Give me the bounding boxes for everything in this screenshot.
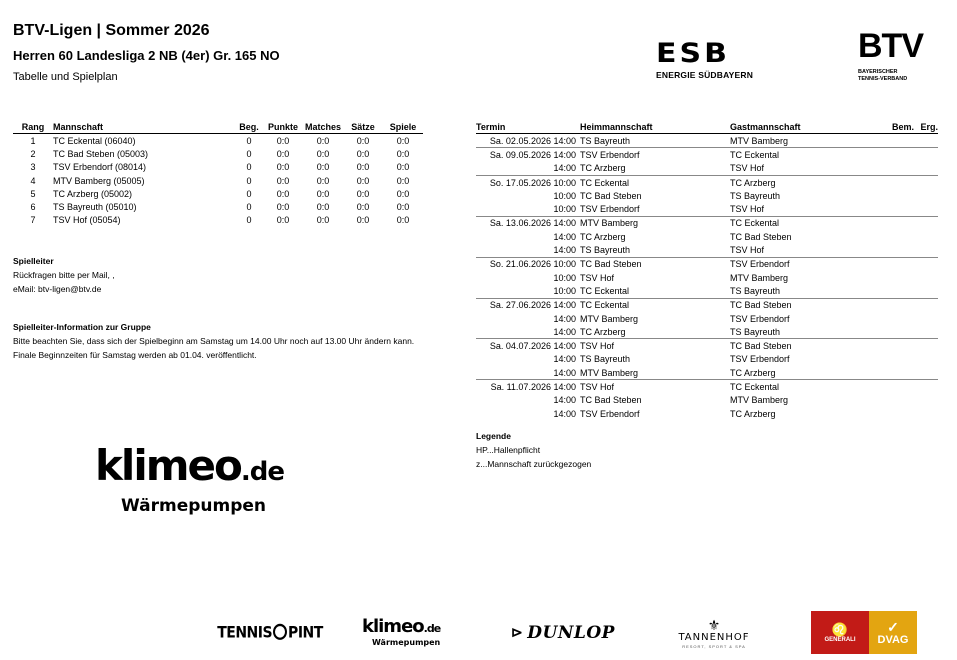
schedule-row xyxy=(476,189,938,202)
col-rang: Rang xyxy=(13,120,53,134)
ranking-row xyxy=(13,187,423,200)
ranking-cell-punkte: 0:0 xyxy=(276,135,290,146)
ranking-cell-beg: 0 xyxy=(246,175,252,186)
schedule-cell-bem xyxy=(878,230,914,243)
schedule-cell-bem xyxy=(878,380,914,394)
schedule-cell-heim: TSV Hof xyxy=(580,380,730,394)
ranking-cell-spiele: 0:0 xyxy=(396,188,410,199)
schedule-cell-gast: TC Bad Steben xyxy=(730,298,878,312)
col-mannschaft: Mannschaft xyxy=(53,120,235,134)
dvag-text: DVAG xyxy=(877,633,909,646)
schedule-cell-bem xyxy=(878,353,914,366)
schedule-cell-heim: TC Arzberg xyxy=(580,326,626,337)
schedule-cell-gast: TS Bayreuth xyxy=(730,285,781,296)
btv-logo xyxy=(858,26,944,83)
schedule-cell-bem xyxy=(878,175,914,189)
ranking-cell-matches: 0:0 xyxy=(316,135,330,146)
ranking-row xyxy=(13,134,423,148)
ranking-cell-beg: 0 xyxy=(246,188,252,199)
col-erg: Erg. xyxy=(914,120,938,134)
ranking-cell-mannschaft: TS Bayreuth (05010) xyxy=(53,202,137,213)
schedule-cell-erg xyxy=(914,148,938,162)
schedule-cell-bem xyxy=(878,148,914,162)
tennis-ball-icon xyxy=(273,624,287,640)
ranking-cell-spiele: 0:0 xyxy=(396,215,410,226)
tennis-point-text-a: TENNIS xyxy=(217,623,273,643)
schedule-cell-heim: TSV Erbendorf xyxy=(580,204,640,215)
ranking-cell-rang: 5 xyxy=(30,188,36,199)
schedule-cell-termin: 14:00 xyxy=(553,326,576,337)
schedule-cell-gast: TC Arzberg xyxy=(730,367,776,378)
schedule-cell-heim: TS Bayreuth xyxy=(580,135,631,146)
ranking-cell-punkte: 0:0 xyxy=(276,175,290,186)
ranking-cell-matches: 0:0 xyxy=(316,188,330,199)
schedule-cell-termin: 14:00 xyxy=(553,231,576,242)
ranking-cell-beg: 0 xyxy=(246,148,252,159)
schedule-cell-erg xyxy=(914,339,938,353)
ranking-cell-punkte: 0:0 xyxy=(276,188,290,199)
col-spiele: Spiele xyxy=(383,120,423,134)
schedule-cell-termin: 14:00 xyxy=(553,163,576,174)
col-heimmannschaft: Heimmannschaft xyxy=(580,120,730,134)
schedule-cell-bem xyxy=(878,134,914,148)
legend-heading: Legende xyxy=(476,431,511,441)
schedule-row xyxy=(476,162,938,176)
schedule-cell-heim: MTV Bamberg xyxy=(580,367,639,378)
schedule-cell-termin: Sa. 02.05.2026 14:00 xyxy=(489,135,576,146)
schedule-cell-bem xyxy=(878,325,914,339)
spielleiter-line-2: eMail: btv-ligen@btv.de xyxy=(13,284,102,294)
schedule-cell-gast: MTV Bamberg xyxy=(730,135,789,146)
ranking-cell-mannschaft: TSV Erbendorf (08014) xyxy=(53,162,147,173)
ranking-cell-punkte: 0:0 xyxy=(276,162,290,173)
schedule-header-row xyxy=(476,120,938,134)
schedule-row xyxy=(476,298,938,312)
spielleiter-line-1: Rückfragen bitte per Mail, , xyxy=(13,270,115,280)
schedule-row xyxy=(476,230,938,243)
schedule-cell-erg xyxy=(914,175,938,189)
schedule-row xyxy=(476,243,938,257)
ranking-row xyxy=(13,200,423,213)
ranking-cell-saetze: 0:0 xyxy=(356,215,370,226)
page-description: Tabelle und Spielplan xyxy=(13,71,118,83)
schedule-cell-heim: MTV Bamberg xyxy=(580,313,639,324)
schedule-cell-bem xyxy=(878,271,914,284)
schedule-cell-termin: 14:00 xyxy=(553,367,576,378)
schedule-cell-bem xyxy=(878,202,914,216)
ranking-cell-spiele: 0:0 xyxy=(396,202,410,213)
spielleiter-info-line-1: Bitte beachten Sie, dass sich der Spielbeginn am Samstag um 14.00 Uhr noch auf 13.00 Uhr ändern kann. xyxy=(13,336,415,346)
schedule-cell-erg xyxy=(914,243,938,257)
schedule-cell-heim: TC Eckental xyxy=(580,285,630,296)
schedule-cell-bem xyxy=(878,162,914,176)
schedule-cell-gast: MTV Bamberg xyxy=(730,272,789,283)
schedule-cell-bem xyxy=(878,339,914,353)
spielleiter-heading: Spielleiter xyxy=(13,256,54,266)
schedule-cell-erg xyxy=(914,162,938,176)
schedule-cell-termin: 10:00 xyxy=(553,204,576,215)
schedule-cell-bem xyxy=(878,394,914,407)
schedule-cell-heim: TSV Hof xyxy=(580,339,730,353)
schedule-cell-termin: 10:00 xyxy=(553,190,576,201)
schedule-cell-bem xyxy=(878,407,914,420)
col-punkte: Punkte xyxy=(263,120,303,134)
schedule-cell-gast: TSV Hof xyxy=(730,245,765,256)
ranking-row xyxy=(13,214,423,227)
schedule-cell-erg xyxy=(914,189,938,202)
schedule-cell-bem xyxy=(878,312,914,325)
schedule-row xyxy=(476,202,938,216)
schedule-cell-termin: Sa. 13.06.2026 14:00 xyxy=(476,216,576,230)
esb-logo-text: ESB xyxy=(656,37,730,70)
ranking-cell-saetze: 0:0 xyxy=(356,148,370,159)
ranking-cell-mannschaft: TSV Hof (05054) xyxy=(53,215,121,226)
schedule-cell-heim: TSV Erbendorf xyxy=(580,408,640,419)
btv-logo-text: BTV xyxy=(858,27,923,65)
ranking-cell-spiele: 0:0 xyxy=(396,162,410,173)
ranking-cell-mannschaft: TC Eckental (06040) xyxy=(53,135,136,146)
schedule-cell-gast: TC Arzberg xyxy=(730,175,878,189)
dvag-panel xyxy=(869,611,917,654)
tannenhof-crest-icon: ⚜ xyxy=(707,616,721,633)
col-termin: Termin xyxy=(476,120,576,134)
ranking-cell-saetze: 0:0 xyxy=(356,202,370,213)
schedule-cell-termin: 10:00 xyxy=(553,285,576,296)
ranking-cell-punkte: 0:0 xyxy=(276,202,290,213)
ranking-cell-spiele: 0:0 xyxy=(396,148,410,159)
schedule-cell-bem xyxy=(878,366,914,380)
schedule-cell-erg xyxy=(914,407,938,420)
schedule-cell-bem xyxy=(878,243,914,257)
schedule-cell-termin: 14:00 xyxy=(553,354,576,365)
klimeo-small-de: .de xyxy=(423,622,441,635)
schedule-row xyxy=(476,407,938,420)
ranking-cell-spiele: 0:0 xyxy=(396,175,410,186)
schedule-row xyxy=(476,380,938,394)
ranking-cell-punkte: 0:0 xyxy=(276,148,290,159)
btv-logo-subtext-1: BAYERISCHER xyxy=(858,69,898,75)
schedule-cell-erg xyxy=(914,394,938,407)
ranking-cell-rang: 4 xyxy=(30,175,36,186)
dunlop-text: DUNLOP xyxy=(527,623,615,643)
esb-logo xyxy=(656,37,754,80)
schedule-cell-heim: TC Bad Steben xyxy=(580,257,730,271)
schedule-cell-erg xyxy=(914,257,938,271)
ranking-cell-saetze: 0:0 xyxy=(356,188,370,199)
schedule-cell-termin: Sa. 11.07.2026 14:00 xyxy=(476,380,576,394)
schedule-cell-heim: TC Eckental xyxy=(580,298,730,312)
klimeo-small-subtext: Wärmepumpen xyxy=(372,638,441,647)
ranking-cell-punkte: 0:0 xyxy=(276,215,290,226)
ranking-cell-matches: 0:0 xyxy=(316,175,330,186)
schedule-cell-gast: TSV Erbendorf xyxy=(730,354,790,365)
ranking-row xyxy=(13,174,423,187)
tannenhof-subtext: RESORT, SPORT & SPA xyxy=(682,643,746,649)
schedule-cell-gast: TS Bayreuth xyxy=(730,326,781,337)
schedule-cell-erg xyxy=(914,380,938,394)
ranking-cell-rang: 2 xyxy=(30,148,36,159)
schedule-cell-bem xyxy=(878,298,914,312)
league-subtitle: Herren 60 Landesliga 2 NB (4er) Gr. 165 NO xyxy=(13,48,280,63)
schedule-cell-heim: TSV Hof xyxy=(580,272,615,283)
dunlop-arrow-icon: ⊳ xyxy=(511,625,524,641)
schedule-cell-gast: TS Bayreuth xyxy=(730,190,781,201)
schedule-row xyxy=(476,257,938,271)
ranking-cell-mannschaft: MTV Bamberg (05005) xyxy=(53,175,145,186)
generali-dvag-logo xyxy=(811,611,917,654)
dvag-v-icon: ✓ xyxy=(887,618,899,635)
klimeo-logo-word: klimeo xyxy=(95,441,241,490)
klimeo-logo-large xyxy=(95,442,315,516)
ranking-row xyxy=(13,161,423,174)
schedule-cell-gast: TSV Hof xyxy=(730,204,765,215)
col-beg: Beg. xyxy=(235,120,263,134)
legend-line-2: z...Mannschaft zurückgezogen xyxy=(476,459,592,469)
schedule-cell-heim: TSV Erbendorf xyxy=(580,148,730,162)
tennis-point-text-c: INT xyxy=(297,623,323,643)
schedule-cell-termin: 14:00 xyxy=(553,313,576,324)
schedule-cell-termin: 10:00 xyxy=(553,272,576,283)
schedule-row xyxy=(476,366,938,380)
esb-logo-subtext: ENERGIE SÜDBAYERN xyxy=(656,70,754,80)
schedule-cell-erg xyxy=(914,366,938,380)
legend-block xyxy=(476,429,591,471)
ranking-cell-beg: 0 xyxy=(246,215,252,226)
schedule-cell-bem xyxy=(878,189,914,202)
ranking-cell-beg: 0 xyxy=(246,135,252,146)
schedule-cell-gast: TC Arzberg xyxy=(730,408,776,419)
schedule-cell-erg xyxy=(914,230,938,243)
ranking-cell-rang: 7 xyxy=(30,215,36,226)
schedule-cell-erg xyxy=(914,134,938,148)
ranking-cell-spiele: 0:0 xyxy=(396,135,410,146)
schedule-cell-erg xyxy=(914,325,938,339)
schedule-cell-termin: So. 21.06.2026 10:00 xyxy=(476,257,576,271)
schedule-row xyxy=(476,271,938,284)
ranking-cell-rang: 6 xyxy=(30,202,36,213)
ranking-table xyxy=(13,120,423,227)
schedule-cell-gast: TSV Erbendorf xyxy=(730,313,790,324)
schedule-cell-gast: TC Bad Steben xyxy=(730,339,878,353)
ranking-cell-rang: 3 xyxy=(30,162,36,173)
schedule-cell-termin: 14:00 xyxy=(553,408,576,419)
schedule-cell-bem xyxy=(878,284,914,298)
schedule-cell-gast: TSV Hof xyxy=(730,163,765,174)
schedule-row xyxy=(476,175,938,189)
ranking-header-row xyxy=(13,120,423,134)
tennis-point-logo xyxy=(215,609,325,657)
spielleiter-block xyxy=(13,254,115,296)
ranking-cell-mannschaft: TC Bad Steben (05003) xyxy=(53,148,149,159)
col-saetze: Sätze xyxy=(343,120,383,134)
page-title: BTV-Ligen | Sommer 2026 xyxy=(13,22,210,39)
schedule-cell-erg xyxy=(914,271,938,284)
generali-panel xyxy=(811,611,869,654)
ranking-cell-beg: 0 xyxy=(246,202,252,213)
schedule-cell-erg xyxy=(914,202,938,216)
schedule-row xyxy=(476,394,938,407)
col-matches: Matches xyxy=(304,121,341,132)
tannenhof-text: TANNENHOF xyxy=(678,631,750,643)
tannenhof-logo xyxy=(672,612,756,654)
schedule-cell-gast: TC Eckental xyxy=(730,216,878,230)
schedule-row xyxy=(476,284,938,298)
schedule-cell-gast: TC Eckental xyxy=(730,380,878,394)
ranking-cell-rang: 1 xyxy=(30,135,36,146)
schedule-row xyxy=(476,325,938,339)
schedule-cell-termin: Sa. 04.07.2026 14:00 xyxy=(476,339,576,353)
schedule-cell-gast: TC Eckental xyxy=(730,148,878,162)
ranking-cell-saetze: 0:0 xyxy=(356,162,370,173)
schedule-cell-termin: So. 17.05.2026 10:00 xyxy=(476,175,576,189)
schedule-cell-termin: 14:00 xyxy=(553,245,576,256)
col-gastmannschaft: Gastmannschaft xyxy=(730,120,878,134)
schedule-cell-heim: TS Bayreuth xyxy=(580,354,631,365)
schedule-cell-heim: TC Eckental xyxy=(580,175,730,189)
dunlop-logo xyxy=(490,612,636,654)
schedule-row xyxy=(476,353,938,366)
schedule-cell-heim: TS Bayreuth xyxy=(580,245,631,256)
schedule-table xyxy=(476,120,938,420)
lion-icon: ♌ xyxy=(831,621,849,637)
ranking-cell-beg: 0 xyxy=(246,162,252,173)
schedule-cell-heim: TC Bad Steben xyxy=(580,395,642,406)
tennis-point-text-b: P xyxy=(288,623,298,643)
btv-logo-subtext-2: TENNIS-VERBAND xyxy=(858,76,908,82)
schedule-cell-termin: Sa. 09.05.2026 14:00 xyxy=(476,148,576,162)
ranking-cell-matches: 0:0 xyxy=(316,215,330,226)
schedule-cell-heim: TC Arzberg xyxy=(580,163,626,174)
schedule-cell-termin: 14:00 xyxy=(553,395,576,406)
schedule-cell-heim: TC Bad Steben xyxy=(580,190,642,201)
schedule-row xyxy=(476,148,938,162)
schedule-cell-gast: TSV Erbendorf xyxy=(730,257,878,271)
ranking-cell-saetze: 0:0 xyxy=(356,175,370,186)
schedule-cell-erg xyxy=(914,284,938,298)
ranking-cell-matches: 0:0 xyxy=(316,148,330,159)
generali-text: GENERALI xyxy=(824,636,856,643)
schedule-cell-bem xyxy=(878,257,914,271)
schedule-cell-heim: MTV Bamberg xyxy=(580,216,730,230)
schedule-cell-bem xyxy=(878,216,914,230)
spielleiter-info-line-2: Finale Beginnzeiten für Samstag werden ab 01.04. veröffentlicht. xyxy=(13,350,257,360)
klimeo-logo-small xyxy=(362,612,454,654)
schedule-cell-gast: MTV Bamberg xyxy=(730,395,789,406)
ranking-cell-saetze: 0:0 xyxy=(356,135,370,146)
schedule-row xyxy=(476,312,938,325)
schedule-row xyxy=(476,216,938,230)
schedule-row xyxy=(476,134,938,148)
ranking-cell-matches: 0:0 xyxy=(316,202,330,213)
schedule-cell-termin: Sa. 27.06.2026 14:00 xyxy=(476,298,576,312)
spielleiter-info-heading: Spielleiter-Information zur Gruppe xyxy=(13,322,151,332)
schedule-cell-gast: TC Bad Steben xyxy=(730,231,792,242)
ranking-row xyxy=(13,147,423,160)
klimeo-small-word: klimeo xyxy=(362,616,424,637)
schedule-cell-erg xyxy=(914,216,938,230)
klimeo-logo-subtext: Wärmepumpen xyxy=(121,496,267,516)
schedule-cell-heim: TC Arzberg xyxy=(580,231,626,242)
schedule-cell-erg xyxy=(914,298,938,312)
ranking-cell-mannschaft: TC Arzberg (05002) xyxy=(53,188,133,199)
klimeo-logo-de: .de xyxy=(240,457,284,487)
schedule-cell-erg xyxy=(914,353,938,366)
col-bem: Bem. xyxy=(878,120,914,134)
schedule-row xyxy=(476,339,938,353)
legend-line-1: HP...Hallenpflicht xyxy=(476,445,541,455)
schedule-cell-erg xyxy=(914,312,938,325)
spielleiter-info-block xyxy=(13,320,473,362)
ranking-cell-matches: 0:0 xyxy=(316,162,330,173)
